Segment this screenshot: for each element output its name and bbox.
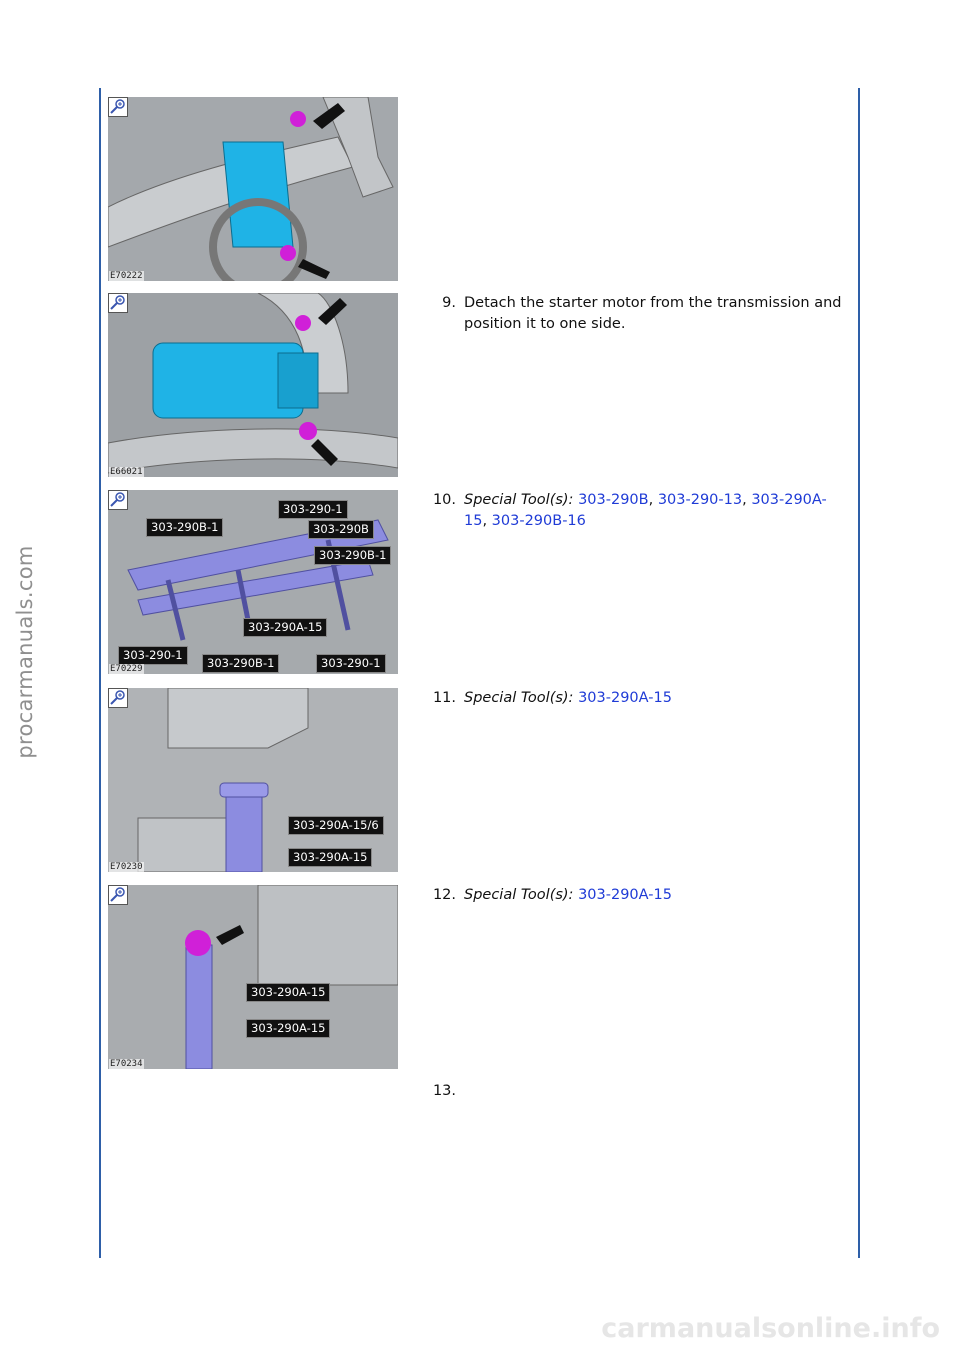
tool-link[interactable]: 303-290B [578,492,649,508]
tool-callout: 303-290-1 [118,646,188,665]
step-text: Detach the starter motor from the transmission and position it to one side. [464,295,842,332]
special-tools-label: Special Tool(s): [464,492,574,508]
right-margin-rule [858,88,860,1258]
tool-callout: 303-290A-15 [246,983,330,1002]
tool-callout: 303-290A-15 [243,618,327,637]
tool-callout: 303-290-1 [278,500,348,519]
tool-callout: 303-290A-15/6 [288,816,384,835]
left-margin-rule [99,88,101,1258]
special-tools-label: Special Tool(s): [464,887,574,903]
step-number: 12. [432,887,456,903]
figure-e70230[interactable] [108,688,398,872]
figure-e66021[interactable] [108,293,398,477]
tool-link[interactable]: 303-290A-15 [578,690,672,706]
figure-code: E70229 [110,664,143,674]
zoom-icon[interactable] [108,490,128,510]
figure-e70229[interactable] [108,490,398,674]
figure-code: E70234 [110,1059,143,1069]
starter-motor-illustration [108,293,398,477]
zoom-icon[interactable] [108,885,128,905]
tool-link[interactable]: 303-290B-16 [491,513,586,529]
side-watermark: procarmanuals.com [13,545,37,759]
zoom-icon[interactable] [108,97,128,117]
tool-installation-illustration [108,885,398,1069]
step-number: 11. [432,690,456,706]
tool-link[interactable]: 303-290-13 [657,492,743,508]
figure-e70234[interactable] [108,885,398,1069]
bottom-watermark: carmanualsonline.info [601,1313,940,1344]
special-tools-label: Special Tool(s): [464,690,574,706]
tool-callout: 303-290B-1 [202,654,279,673]
step-number: 13. [432,1083,456,1099]
figure-code: E66021 [110,467,143,477]
figure-e70222[interactable] [108,97,398,281]
tool-callout: 303-290-1 [316,654,386,673]
zoom-icon[interactable] [108,688,128,708]
step-number: 9. [442,295,456,311]
tool-callout: 303-290B [308,520,374,539]
tool-callout: 303-290B-1 [146,518,223,537]
tool-callout: 303-290A-15 [246,1019,330,1038]
figure-code: E70222 [110,271,143,281]
zoom-icon[interactable] [108,293,128,313]
figure-code: E70230 [110,862,143,872]
step-number: 10. [432,492,456,508]
tool-callout: 303-290A-15 [288,848,372,867]
tool-link[interactable]: 303-290A-15 [464,492,827,529]
tool-mount-illustration [108,688,398,872]
tool-callout: 303-290B-1 [314,546,391,565]
tool-link[interactable]: 303-290A-15 [578,887,672,903]
engine-illustration [108,97,398,281]
